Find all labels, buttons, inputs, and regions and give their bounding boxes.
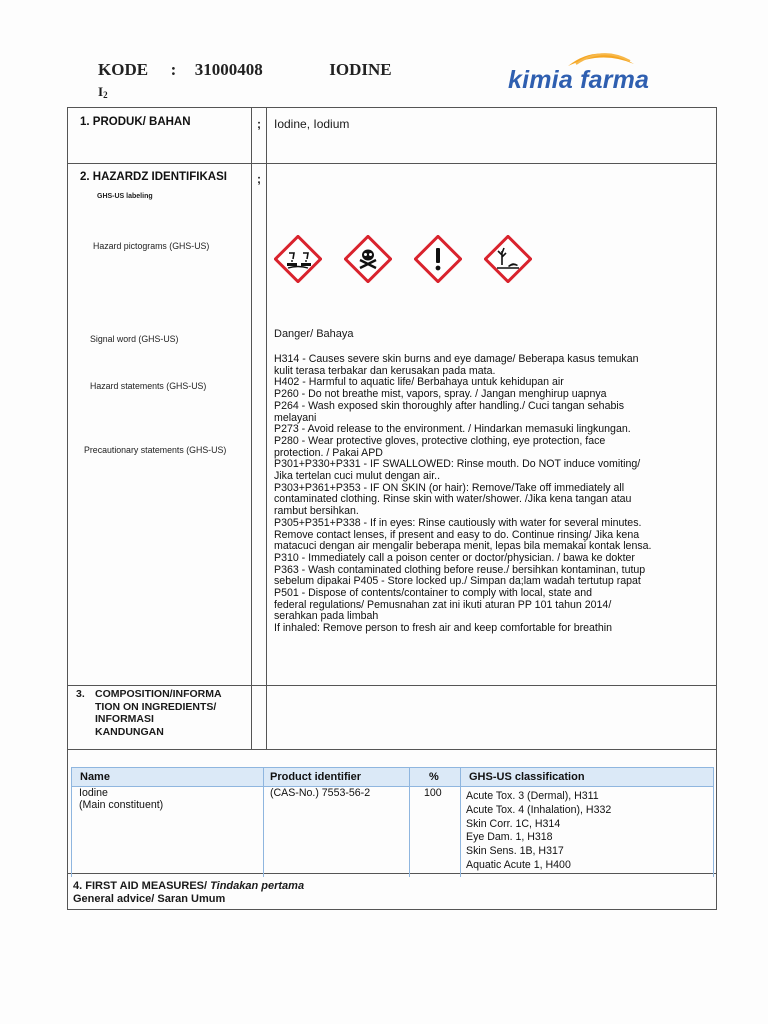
section-3-title-line: COMPOSITION/INFORMA [95, 688, 222, 700]
statement-line: P303+P361+P353 - IF ON SKIN (or hair): Remove/Take off immediately all [274, 481, 625, 494]
classification-line: Skin Sens. 1B, H317 [466, 845, 564, 858]
classification-line: Acute Tox. 4 (Inhalation), H332 [466, 803, 612, 816]
classification-line: Aquatic Acute 1, H400 [466, 858, 571, 871]
classification-line: Skin Corr. 1C, H314 [466, 817, 561, 830]
section-1-separator: ; [257, 117, 261, 131]
statement-line: P264 - Wash exposed skin thoroughly after handling./ Cuci tangan sehabis [274, 399, 625, 412]
column-header-percent: % [429, 771, 439, 783]
statement-line: contaminated clothing. Rinse skin with water/shower. /Jika kena tangan atau [274, 493, 632, 506]
statement-line: H314 - Causes severe skin burns and eye damage/ Beberapa kasus temukan [274, 353, 639, 365]
corrosion-icon [274, 235, 322, 283]
statement-line: P501 - Dispose of contents/container to comply with local, state and [274, 587, 592, 600]
ghs-labeling-subtitle: GHS-US labeling [97, 193, 153, 200]
section-3-title [95, 688, 222, 738]
statement-line: melayani [274, 411, 317, 424]
statement-line: P310 - Immediately call a poison center or doctor/physician. / bawa ke dokter [274, 551, 635, 564]
row-divider [68, 163, 716, 164]
section-1-value: Iodine, Iodium [274, 117, 350, 131]
statement-line: P301+P330+P331 - IF SWALLOWED: Rinse mouth. Do NOT induce vomiting/ [274, 458, 641, 471]
composition-table-header [71, 767, 714, 787]
signal-word-value: Danger/ Bahaya [274, 328, 354, 340]
logo-text: kimia farma [508, 66, 650, 94]
classification-line: Acute Tox. 3 (Dermal), H311 [466, 790, 599, 802]
section-4-title-main: 4. FIRST AID MEASURES/ [73, 880, 208, 892]
statement-line: federal regulations/ Pemusnahan zat ini ikuti aturan PP 101 tahun 2014/ [274, 598, 612, 611]
ingredient-percent: 100 [424, 787, 442, 799]
statement-line: If inhaled: Remove person to fresh air and keep comfortable for breathin [274, 622, 613, 635]
chemical-formula: I2 [98, 84, 108, 100]
statement-line: H402 - Harmful to aquatic life/ Berbahaya untuk kehidupan air [274, 376, 564, 389]
statement-line: protection. / Pakai APD [274, 446, 383, 459]
exclamation-mark-icon [414, 235, 462, 283]
statement-line: serahkan pada limbah [274, 610, 379, 623]
column-header-name: Name [80, 771, 110, 783]
hazard-statements-text [274, 354, 709, 635]
ingredient-identifier: (CAS-No.) 7553-56-2 [270, 787, 371, 799]
section-3-number: 3. [76, 688, 85, 700]
section-4-title [73, 880, 304, 892]
substance-name: IODINE [329, 60, 392, 79]
statement-line: P305+P351+P338 - If in eyes: Rinse cautiously with water for several minutes. [274, 516, 642, 529]
section-1-title: 1. PRODUK/ BAHAN [80, 116, 191, 128]
statement-line: P363 - Wash contaminated clothing before reuse./ bersihkan kontaminan, tutup [274, 563, 646, 576]
company-logo [506, 44, 706, 104]
statement-line: P280 - Wear protective gloves, protective clothing, eye protection, face [274, 434, 606, 447]
statement-line: P260 - Do not breathe mist, vapors, spray. / Jangan menghirup uapnya [274, 388, 607, 401]
document-code [98, 60, 392, 80]
column-divider [251, 108, 252, 749]
row-divider [68, 749, 716, 750]
classification-line: Eye Dam. 1, H318 [466, 831, 553, 844]
skull-crossbones-icon [344, 235, 392, 283]
pictograms-label: Hazard pictograms (GHS-US) [93, 241, 210, 251]
ingredient-name-line: Iodine [79, 787, 108, 799]
kode-label: KODE [98, 60, 149, 79]
ingredient-name-line: (Main constituent) [79, 798, 164, 811]
hazard-statements-label: Hazard statements (GHS-US) [90, 381, 207, 391]
kode-value: 31000408 [194, 60, 263, 79]
statement-line: Jika tertelan cuci mulut dengan air.. [274, 470, 441, 483]
statement-line: P273 - Avoid release to the environment. / Hindarkan memasuki lingkungan. [274, 423, 631, 436]
section-4-subtitle: General advice/ Saran Umum [73, 893, 226, 905]
section-3-title-line: KANDUNGAN [95, 725, 164, 738]
column-header-identifier: Product identifier [270, 771, 362, 783]
environment-icon [484, 235, 532, 283]
hazard-pictograms [274, 233, 554, 289]
statement-line: sebelum dipakai P405 - Store locked up./ Simpan da;lam wadah tertutup rapat [274, 575, 641, 588]
ingredient-name [79, 788, 163, 811]
precautionary-statements-label: Precautionary statements (GHS-US) [84, 445, 227, 455]
statement-line: rambut bersihkan. [274, 505, 359, 518]
row-divider [68, 685, 716, 686]
kode-separator: : [170, 60, 177, 79]
statement-line: kulit terasa terbakar dan kerusakan pada mata. [274, 364, 496, 377]
column-header-classification: GHS-US classification [469, 771, 585, 783]
section-4-title-italic: Tindakan pertama [207, 880, 305, 892]
statement-line: Remove contact lenses, if present and easy to do. Continue rinsing/ Jika kena [274, 528, 640, 541]
ingredient-classification [466, 790, 611, 873]
signal-word-label: Signal word (GHS-US) [90, 334, 179, 344]
composition-table-body [71, 787, 714, 877]
column-divider [266, 108, 267, 749]
section-3-title-line: TION ON INGREDIENTS/ [95, 700, 217, 713]
statement-line: matacuci dengan air mengalir beberapa menit, lepas bila memakai kontak lensa. [274, 540, 652, 553]
section-3-title-line: INFORMASI [95, 713, 154, 725]
section-2-title: 2. HAZARDZ IDENTIFIKASI [80, 171, 227, 183]
section-2-separator: ; [257, 172, 261, 186]
